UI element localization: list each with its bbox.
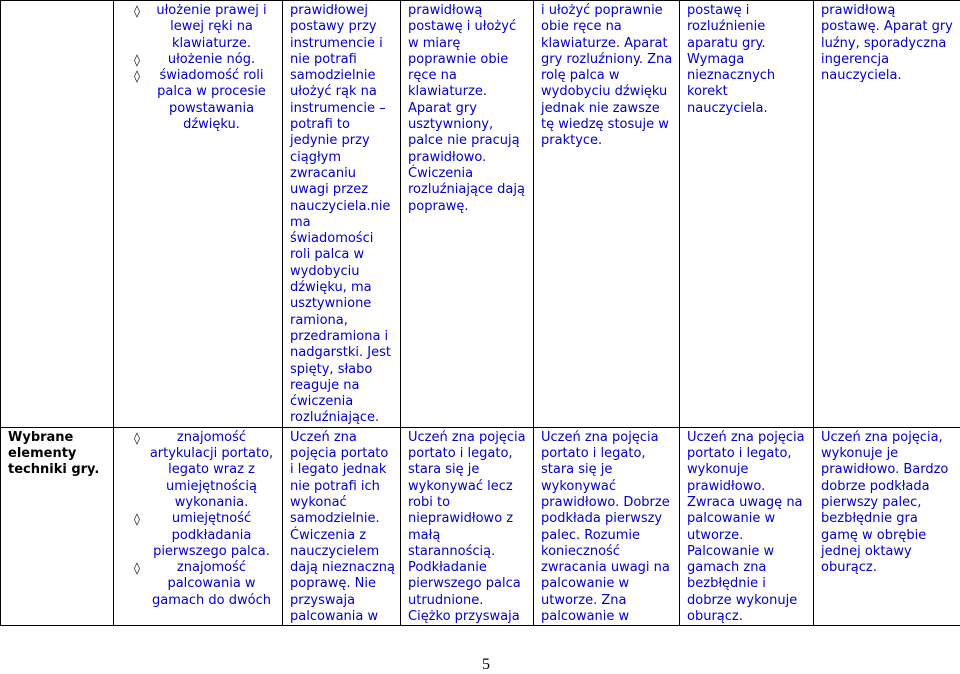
grade-cell-5: Uczeń zna pojęcia portato i legato, wykonuje prawidłowo. Zwraca uwagę na palcowanie w utworze. Palcowanie w gamach zna bezbłędnie i dobrze wykonuje oburącz. bbox=[680, 427, 814, 626]
list-item: ◊ ułożenie nóg. bbox=[121, 52, 278, 68]
list-item: ◊ ułożenie prawej i lewej ręki na klawiaturze. bbox=[121, 3, 278, 52]
grade-cell-2: Uczeń zna pojęcia portato i legato jednak nie potrafi ich wykonać samodzielnie. Ćwiczenia z nauczycielem dają nieznaczną poprawę. Nie przyswaja palcowania w bbox=[283, 427, 401, 626]
table-row bbox=[1, 1, 960, 428]
grade-cell-4: i ułożyć poprawnie obie ręce na klawiaturze. Aparat gry rozluźniony. Zna rolę palca w wydobyciu dźwięku jednak nie zawsze tę wiedzę stosuje w praktyce. bbox=[534, 1, 680, 428]
requirements-cell bbox=[114, 1, 283, 428]
grade-cell-2: prawidłowej postawy przy instrumencie i nie potrafi samodzielnie ułożyć rąk na instrumencie – potrafi to jedynie przy ciągłym zwracaniu uwagi przez nauczyciela.nie ma świadomości roli palca w wydobyciu dźwięku, ma usztywnione ramiona, przedramiona i nadgarstki. Jest spięty, słabo reaguje na ćwiczenia rozluźniające. bbox=[283, 1, 401, 428]
grade-cell-5: postawę i rozluźnienie aparatu gry. Wymaga nieznacznych korekt nauczyciela. bbox=[680, 1, 814, 428]
table-row bbox=[1, 427, 960, 626]
list-item: ◊ znajomość artykulacji portato, legato wraz z umiejętnością wykonania. bbox=[121, 430, 278, 511]
list-item: ◊ znajomość palcowania w gamach do dwóch bbox=[121, 560, 278, 609]
requirements-list bbox=[121, 3, 278, 133]
row-header-cell bbox=[1, 1, 114, 428]
grade-cell-4: Uczeń zna pojęcia portato i legato, stara się je wykonywać prawidłowo. Dobrze podkłada pierwszy palec. Rozumie konieczność zwracania uwagi na palcowanie w utworze. Zna palcowanie w bbox=[534, 427, 680, 626]
grade-cell-3: prawidłową postawę i ułożyć w miarę poprawnie obie ręce na klawiaturze. Aparat gry usztywniony, palce nie pracują prawidłowo. Ćwiczenia rozluźniające dają poprawę. bbox=[401, 1, 534, 428]
page-number: 5 bbox=[482, 656, 490, 674]
list-item: ◊ świadomość roli palca w procesie powstawania dźwięku. bbox=[121, 68, 278, 133]
grade-cell-6: Uczeń zna pojęcia, wykonuje je prawidłowo. Bardzo dobrze podkłada pierwszy palec, bezbłędnie gra gamę w obrębie jednej oktawy oburącz. bbox=[814, 427, 960, 626]
row-header-cell: Wybrane elementy techniki gry. bbox=[1, 427, 114, 626]
grade-cell-6: prawidłową postawę. Aparat gry luźny, sporadyczna ingerencja nauczyciela. bbox=[814, 1, 960, 428]
grade-cell-3: Uczeń zna pojęcia portato i legato, stara się je wykonywać lecz robi to nieprawidłowo z małą starannością. Podkładanie pierwszego palca utrudnione. Ciężko przyswaja bbox=[401, 427, 534, 626]
requirements-list bbox=[121, 430, 278, 609]
list-item: ◊ umiejętność podkładania pierwszego palca. bbox=[121, 511, 278, 560]
requirements-cell bbox=[114, 427, 283, 626]
